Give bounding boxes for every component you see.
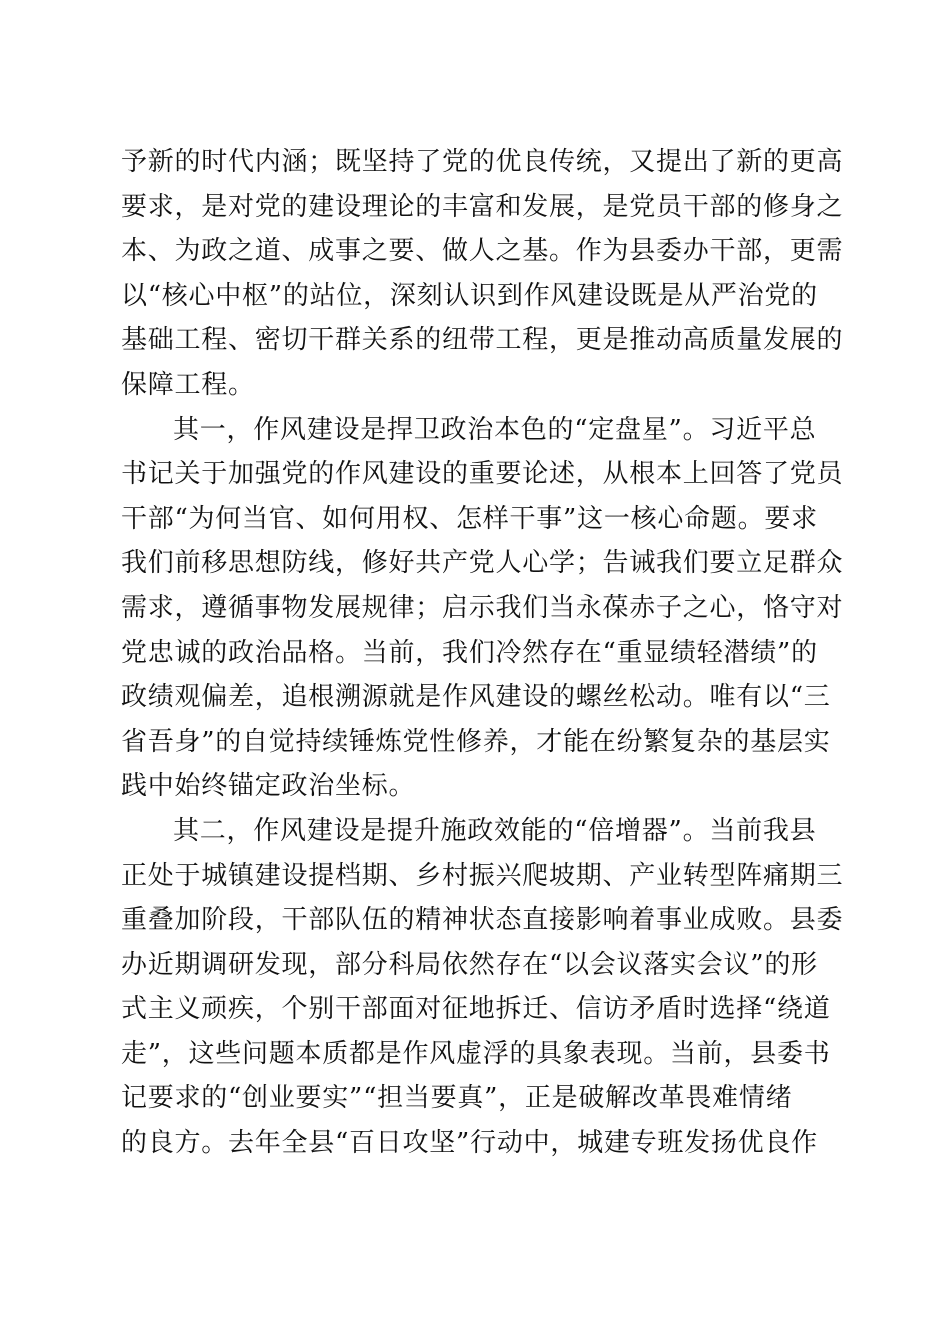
text-line: 式主义顽疾，个别干部面对征地拆迁、信访矛盾时选择“绕道 — [121, 994, 831, 1025]
text-line-first: 其二，作风建设是提升施政效能的“倍增器”。当前我县 — [173, 815, 817, 846]
text-line: 干部“为何当官、如何用权、怎样干事”这一核心命题。要求 — [121, 503, 818, 534]
paragraph-point-two — [121, 809, 844, 1166]
text-line: 需求，遵循事物发展规律；启示我们当永葆赤子之心，恪守对 — [121, 592, 844, 623]
text-line: 我们前移思想防线，修好共产党人心学；告诫我们要立足群众 — [121, 548, 844, 579]
paragraph-point-one — [121, 408, 844, 809]
text-line: 重叠加阶段，干部队伍的精神状态直接影响着事业成败。县委 — [121, 905, 844, 936]
document-body — [121, 140, 844, 1166]
text-line-first: 其一，作风建设是捍卫政治本色的“定盘星”。习近平总 — [173, 414, 817, 445]
text-line: 保障工程。 — [121, 369, 255, 400]
text-line: 省吾身”的自觉持续锤炼党性修养，才能在纷繁复杂的基层实 — [121, 726, 831, 757]
text-line: 的良方。去年全县“百日攻坚”行动中，城建专班发扬优良作 — [121, 1128, 818, 1159]
text-line: 党忠诚的政治品格。当前，我们冷然存在“重显绩轻潜绩”的 — [121, 637, 818, 668]
text-line: 基础工程、密切干群关系的纽带工程，更是推动高质量发展的 — [121, 325, 844, 356]
text-line: 本、为政之道、成事之要、做人之基。作为县委办干部，更需 — [121, 236, 844, 267]
text-line: 记要求的“创业要实”“担当要真”，正是破解改革畏难情绪 — [121, 1083, 793, 1114]
text-line: 书记关于加强党的作风建设的重要论述，从根本上回答了党员 — [121, 459, 844, 490]
paragraph-continued-intro — [121, 140, 844, 408]
text-line: 要求，是对党的建设理论的丰富和发展，是党员干部的修身之 — [121, 191, 844, 222]
text-line: 政绩观偏差，追根溯源就是作风建设的螺丝松动。唯有以“三 — [121, 682, 831, 713]
text-line: 以“核心中枢”的站位，深刻认识到作风建设既是从严治党的 — [121, 280, 818, 311]
text-line: 走”，这些问题本质都是作风虚浮的具象表现。当前，县委书 — [121, 1038, 831, 1069]
text-line: 正处于城镇建设提档期、乡村振兴爬坡期、产业转型阵痛期三 — [121, 860, 844, 891]
text-line: 践中始终锚定政治坐标。 — [121, 771, 416, 802]
text-line: 办近期调研发现，部分科局依然存在“以会议落实会议”的形 — [121, 949, 818, 980]
text-line: 予新的时代内涵；既坚持了党的优良传统，又提出了新的更高 — [121, 147, 844, 177]
